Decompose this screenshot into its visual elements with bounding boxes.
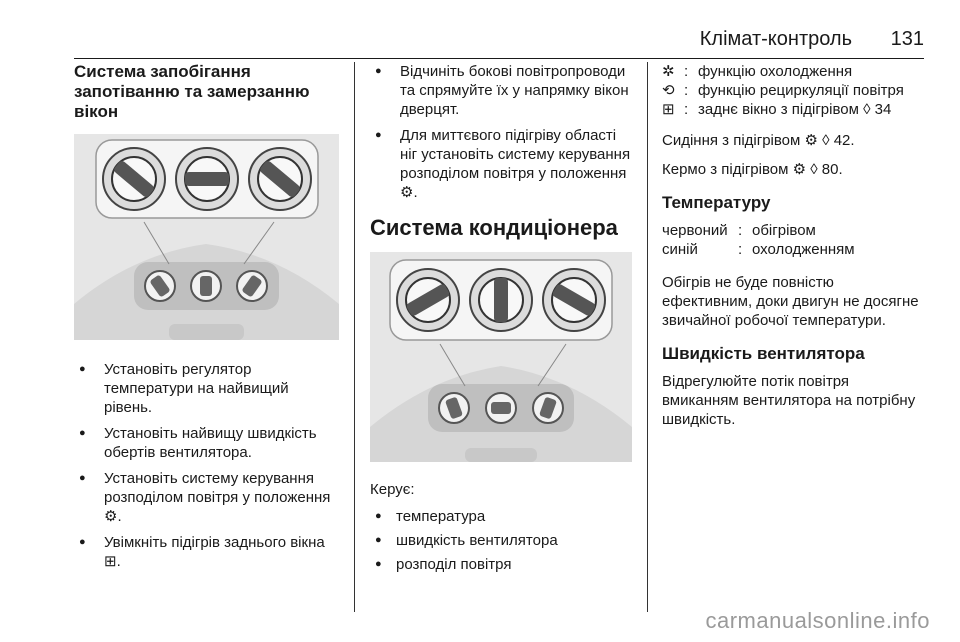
controls-list: [370, 507, 632, 574]
symbol-row-recirculation: ⟲ : функцію рециркуляції повітря: [662, 82, 904, 99]
list-item: ● розподіл повітря: [370, 555, 632, 574]
watermark: carmanualsonline.info: [705, 608, 930, 633]
list-item: ● Увімкніть підігрів заднього вікна ⊞.: [74, 533, 339, 571]
temp-row-blue: синій : охолодженням: [662, 241, 855, 258]
fan-speed-heading: Швидкість вентилятора: [662, 344, 865, 363]
defog-steps: [74, 360, 339, 571]
column-3: [662, 62, 924, 429]
chapter-title: Клімат-контроль: [699, 28, 852, 50]
temp-row-red: червоний : обігрівом: [662, 222, 816, 239]
rear-window-heat-icon: ⊞: [662, 101, 675, 118]
climate-panel-illustration: [74, 134, 339, 340]
recirculation-icon: ⟲: [662, 82, 675, 99]
page-header: [0, 22, 960, 54]
column-divider-1: [354, 62, 355, 612]
list-item: ● Відчиніть бокові повітропроводи та спрямуйте їх у напрямку вікон дверцят.: [370, 62, 632, 119]
climate-panel-figure-1: [74, 134, 339, 340]
temperature-note: Обігрів не буде повністю ефективним, доки двигун не досягне звичайної робочої температури.: [662, 274, 919, 329]
column-2: [370, 62, 632, 579]
heated-seats-ref: Сидіння з підігрівом ⚙ ◊ 42.: [662, 132, 855, 149]
column-1: [74, 62, 339, 578]
page-number: 131: [890, 28, 924, 50]
defog-heading: Система запобігання запотіванню та замерзанню вікон: [74, 62, 310, 121]
fan-speed-text: Відрегулюйте потік повітря вмиканням вентилятора на потрібну швидкість.: [662, 373, 916, 428]
symbol-legend: [662, 62, 924, 119]
snowflake-icon: ✲: [662, 63, 675, 80]
heated-wheel-ref: Кермо з підігрівом ⚙ ◊ 80.: [662, 161, 843, 178]
list-item: ● швидкість вентилятора: [370, 531, 632, 550]
controls-label: Керує:: [370, 481, 415, 498]
climate-panel-figure-2: [370, 252, 632, 462]
list-item: ● Для миттєвого підігріву області ніг установіть систему керування розподілом повітря у положення ⚙.: [370, 126, 632, 202]
list-item: ● Установіть систему керування розподілом повітря у положення ⚙.: [74, 469, 339, 526]
temperature-heading: Температуру: [662, 193, 771, 212]
symbol-row-rear-window: ⊞ : заднє вікно з підігрівом ◊ 34: [662, 101, 892, 118]
header-rule: [74, 58, 924, 59]
symbol-row-cooling: ✲ : функцію охолодження: [662, 63, 853, 80]
defog-steps-continued: [370, 62, 632, 202]
list-item: ● температура: [370, 507, 632, 526]
column-divider-2: [647, 62, 648, 612]
list-item: ● Установіть найвищу швидкість обертів вентилятора.: [74, 424, 339, 462]
temperature-table: [662, 221, 924, 259]
ac-section-heading: Система кондиціонера: [370, 215, 618, 240]
list-item: ● Установіть регулятор температури на найвищий рівень.: [74, 360, 339, 417]
ac-panel-illustration: [370, 252, 632, 462]
